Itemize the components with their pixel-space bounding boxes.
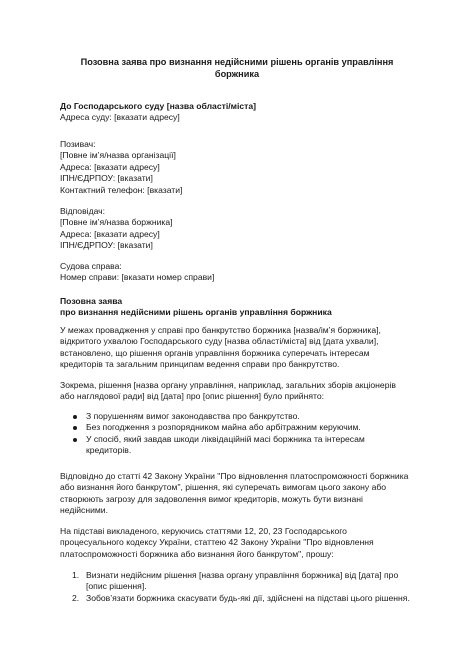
list-item-text: Без погодження з розпорядником майна або арбітражним керуючим. <box>86 422 361 433</box>
paragraph-line: або наглядової ради] від [дата] про [опис рішення] було прийнято: <box>60 391 324 402</box>
defendant-address: Адреса: [вказати адресу] <box>60 228 160 239</box>
list-item-text: [опис рішення]. <box>86 581 147 592</box>
case-label: Судова справа: <box>60 261 122 271</box>
court-heading: До Господарського суду [назва області/міста] <box>60 101 256 111</box>
paragraph-line: У межах провадження у справі про банкрутство боржника [назва/ім’я боржника], <box>60 325 381 335</box>
paragraph-line: відкритого ухвалою Господарського суду [назва області/міста] від [дата ухвали], <box>60 336 379 347</box>
plaintiff-label: Позивач: <box>60 139 96 149</box>
paragraph-line: платоспроможності боржника або визнання його банкрутом", прошу: <box>60 548 334 559</box>
paragraph-line: недійсними. <box>60 505 108 516</box>
defendant-name: [Повне ім’я/назва боржника] <box>60 217 173 228</box>
plaintiff-phone: Контактний телефон: [вказати] <box>60 184 183 195</box>
paragraph-line: процесуального кодексу України, статтею 42 Закону України "Про відновлення <box>60 537 374 548</box>
case-block <box>60 261 420 284</box>
defendant-code: ІПН/ЄДРПОУ: [вказати] <box>60 240 153 251</box>
document-title <box>60 56 414 80</box>
paragraph-line: створюють загрозу для задоволення вимог кредиторів, можуть бути визнані <box>60 493 363 504</box>
court-address: Адреса суду: [вказати адресу] <box>60 112 180 123</box>
court-block <box>60 101 420 124</box>
claim-heading <box>60 296 420 319</box>
list-item-text: Зобов’язати боржника скасувати будь-які дії, здійснені на підставі цього рішення. <box>86 592 410 603</box>
list-item <box>60 593 420 604</box>
paragraph-line: встановлено, що рішення органів управління боржника суперечать інтересам <box>60 347 370 358</box>
paragraph-line: Зокрема, рішення [назва органу управління, наприклад, загальних зборів акціонерів <box>60 380 396 390</box>
paragraph-3 <box>60 471 420 517</box>
list-item-text: Визнати недійсним рішення [назва органу управління боржника] від [дата] про <box>86 570 399 580</box>
title-line-2: боржника <box>214 69 260 80</box>
list-item <box>60 570 420 593</box>
paragraph-line: На підставі викладеного, керуючись статтями 12, 20, 23 Господарського <box>60 526 347 536</box>
claim-heading-line-2: про визнання недійсними рішень органів управління боржника <box>60 307 332 318</box>
request-list <box>60 570 420 604</box>
defendant-block <box>60 206 420 252</box>
defendant-label: Відповідач: <box>60 206 106 216</box>
list-item <box>60 434 420 457</box>
list-item-text: У спосіб, який завдав шкоди ліквідаційній масі боржника та інтересам <box>86 433 365 444</box>
plaintiff-block <box>60 139 420 196</box>
case-number: Номер справи: [вказати номер справи] <box>60 272 215 283</box>
list-item-text: З порушенням вимог законодавства про банкрутство. <box>86 411 300 421</box>
title-line-1: Позовна заява про визнання недійсними рішень органів управління <box>80 57 394 67</box>
list-number: 2. <box>72 592 80 603</box>
paragraph-line: кредиторів та загальним принципам ведення справи про банкрутство. <box>60 359 340 370</box>
paragraph-1 <box>60 325 420 371</box>
paragraph-2 <box>60 380 420 403</box>
claim-heading-line-1: Позовна заява <box>60 296 123 306</box>
list-item <box>60 411 420 422</box>
plaintiff-address: Адреса: [вказати адресу] <box>60 161 160 172</box>
paragraph-4 <box>60 526 420 560</box>
plaintiff-name: [Повне ім’я/назва організації] <box>60 150 176 161</box>
list-item <box>60 422 420 433</box>
paragraph-line: або визнання його банкрутом", рішення, які суперечать вимогам цього закону або <box>60 482 387 493</box>
list-item-text: кредиторів. <box>86 445 132 456</box>
list-number: 1. <box>72 570 80 580</box>
plaintiff-code: ІПН/ЄДРПОУ: [вказати] <box>60 173 153 184</box>
paragraph-line: Відповідно до статті 42 Закону України "Про відновлення платоспроможності боржника <box>60 471 409 481</box>
bullet-list <box>60 411 420 457</box>
